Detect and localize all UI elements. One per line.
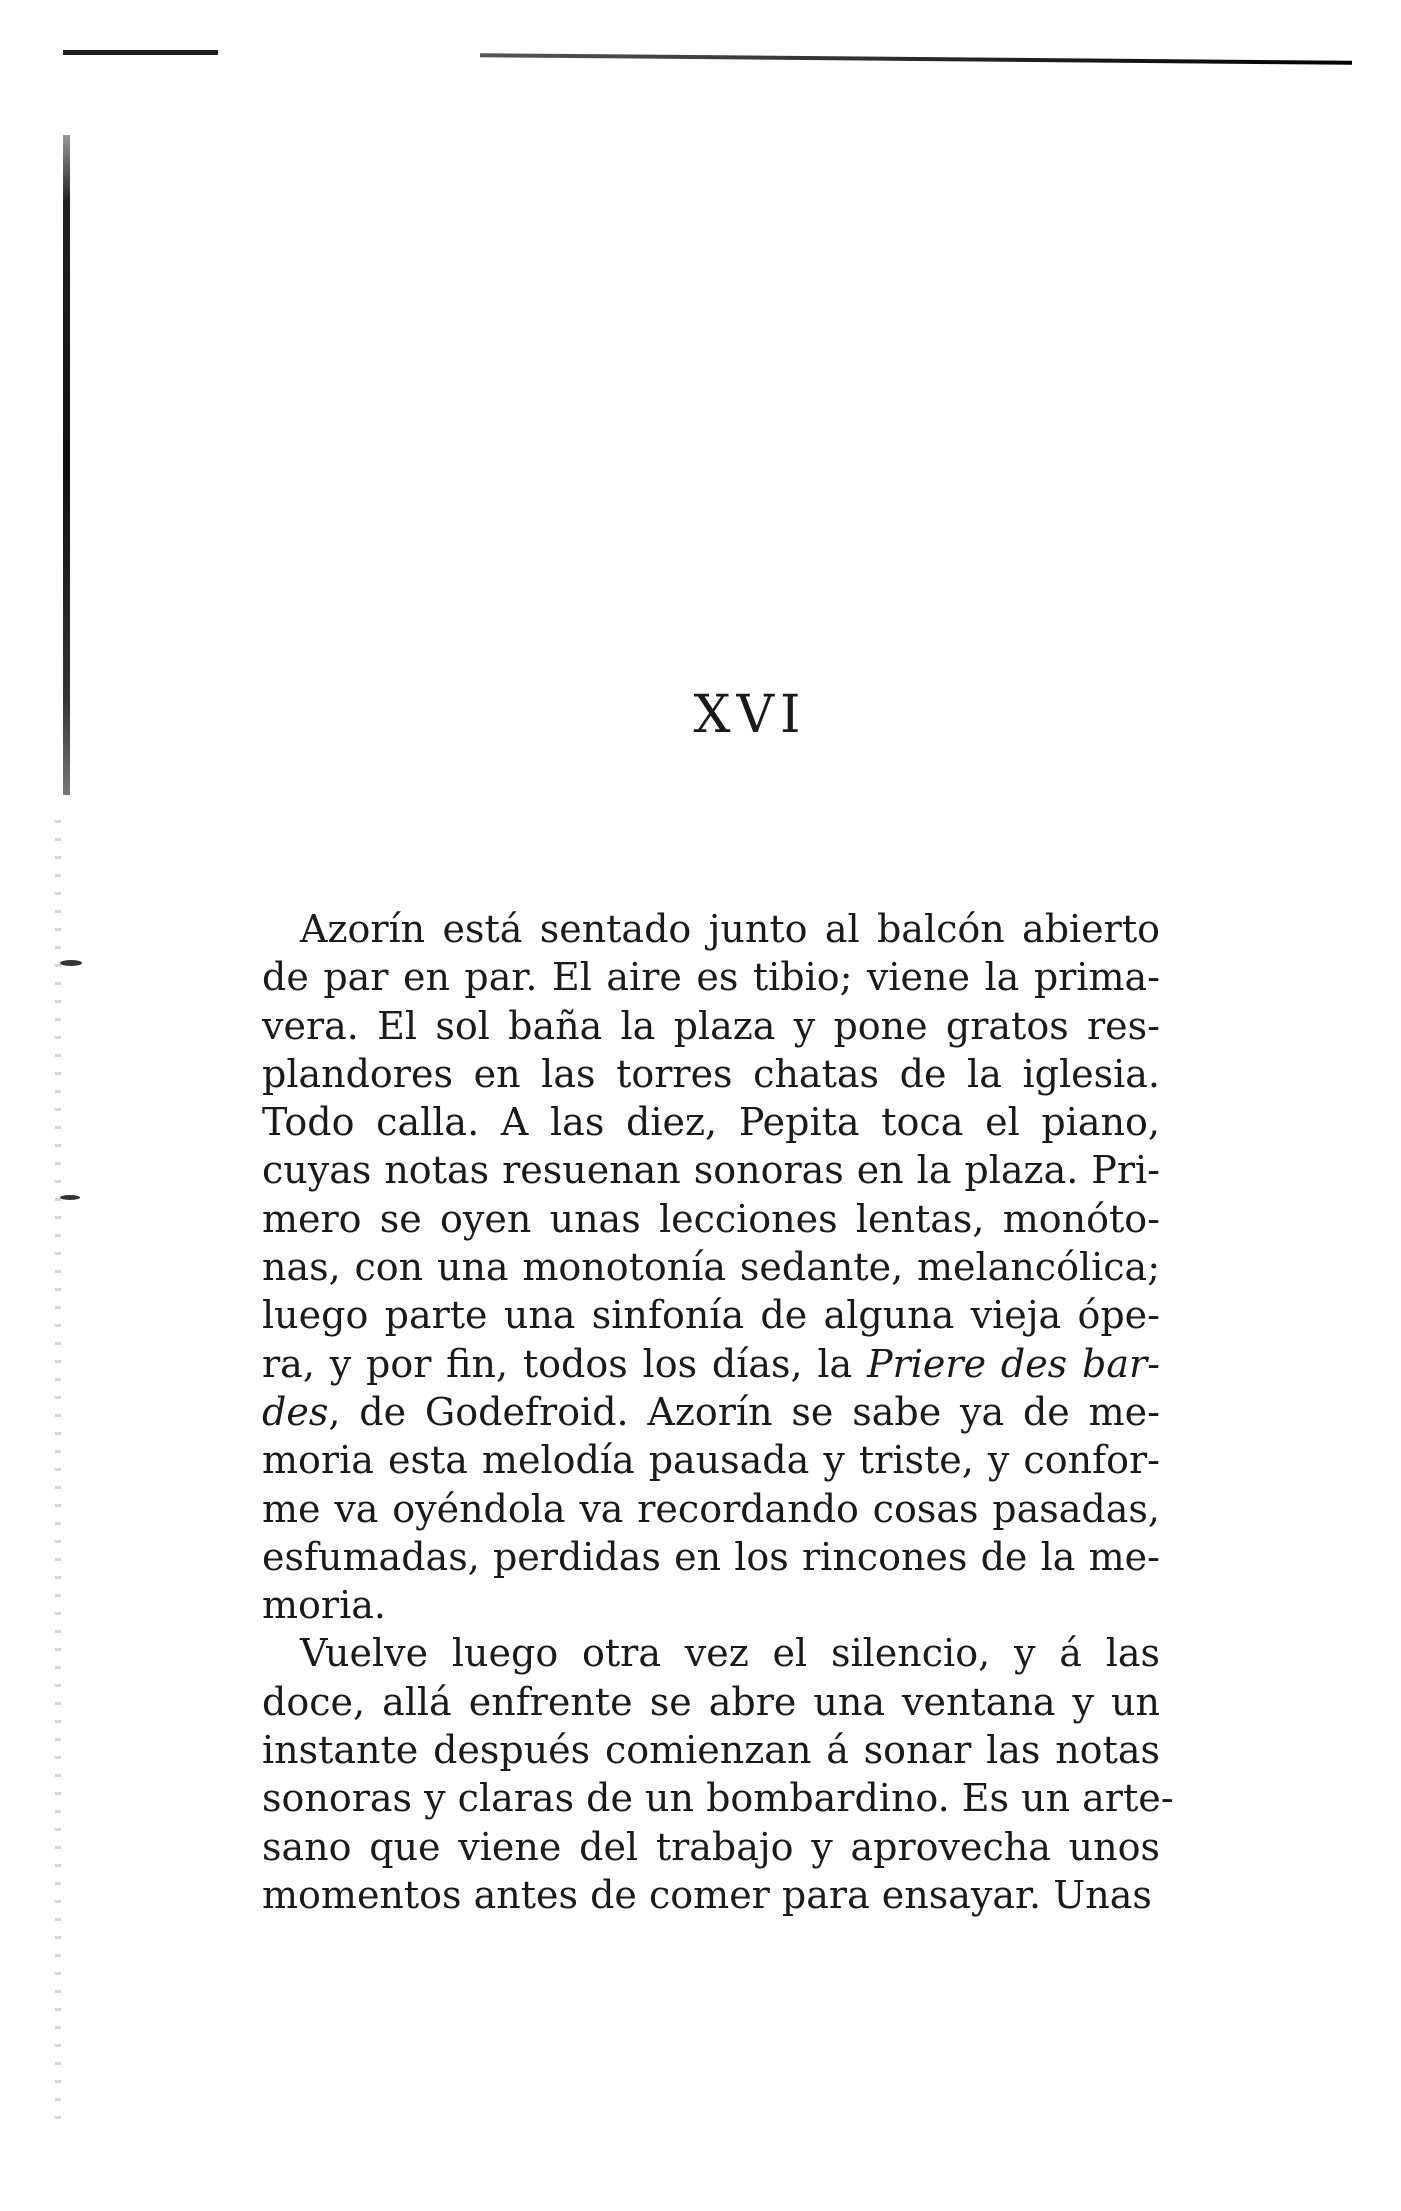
text-line: momentos antes de comer para ensayar. Unas: [262, 1872, 1152, 1917]
body-text: [262, 905, 1174, 1919]
text-line: de par en par. El aire es tibio; viene la prima-: [262, 955, 1160, 1000]
text-line: esfumadas, perdidas en los rincones de la me-: [262, 1534, 1160, 1579]
chapter-heading: XVI: [693, 685, 807, 745]
text-line: Azorín está sentado junto al balcón abierto: [300, 907, 1160, 951]
italic-title: des: [262, 1389, 329, 1434]
text-line: mero se oyen unas lecciones lentas, monóto-: [262, 1196, 1160, 1241]
text-line: vera. El sol baña la plaza y pone gratos res-: [262, 1003, 1160, 1048]
text-line: [262, 1388, 1160, 1436]
scan-edge-specks: [55, 820, 61, 2120]
text-line: Vuelve luego otra vez el silencio, y á las: [300, 1631, 1160, 1676]
text-line: sonoras y claras de un bombardino. Es un arte-: [262, 1776, 1174, 1821]
text-line: [262, 1340, 1160, 1388]
text-line: sano que viene del trabajo y aprovecha unos: [262, 1824, 1160, 1869]
text-line: plandores en las torres chatas de la iglesia.: [262, 1051, 1160, 1096]
text-line: cuyas notas resuenan sonoras en la plaza. Pri-: [262, 1148, 1160, 1193]
text-segment: ra, y por fin, todos los días, la: [262, 1341, 868, 1386]
text-line: moria.: [262, 1583, 386, 1628]
text-line: luego parte una sinfonía de alguna vieja ópe-: [262, 1293, 1160, 1338]
text-segment: , de Godefroid. Azorín se sabe ya de me-: [328, 1389, 1160, 1434]
text-line: moria esta melodía pausada y triste, y confor-: [262, 1438, 1160, 1483]
text-line: doce, allá enfrente se abre una ventana y un: [262, 1679, 1160, 1724]
scan-smudge: [60, 960, 82, 966]
text-line: Todo calla. A las diez, Pepita toca el piano,: [262, 1100, 1160, 1145]
text-line: instante después comienzan á sonar las notas: [262, 1728, 1160, 1773]
scan-smudge: [60, 1195, 80, 1200]
text-line: nas, con una monotonía sedante, melancólica;: [262, 1245, 1160, 1290]
text-line: me va oyéndola va recordando cosas pasadas,: [262, 1486, 1160, 1531]
italic-title: Priere des bar-: [867, 1341, 1160, 1386]
top-rule-left: [63, 50, 218, 55]
top-rule-right: [480, 53, 1352, 65]
